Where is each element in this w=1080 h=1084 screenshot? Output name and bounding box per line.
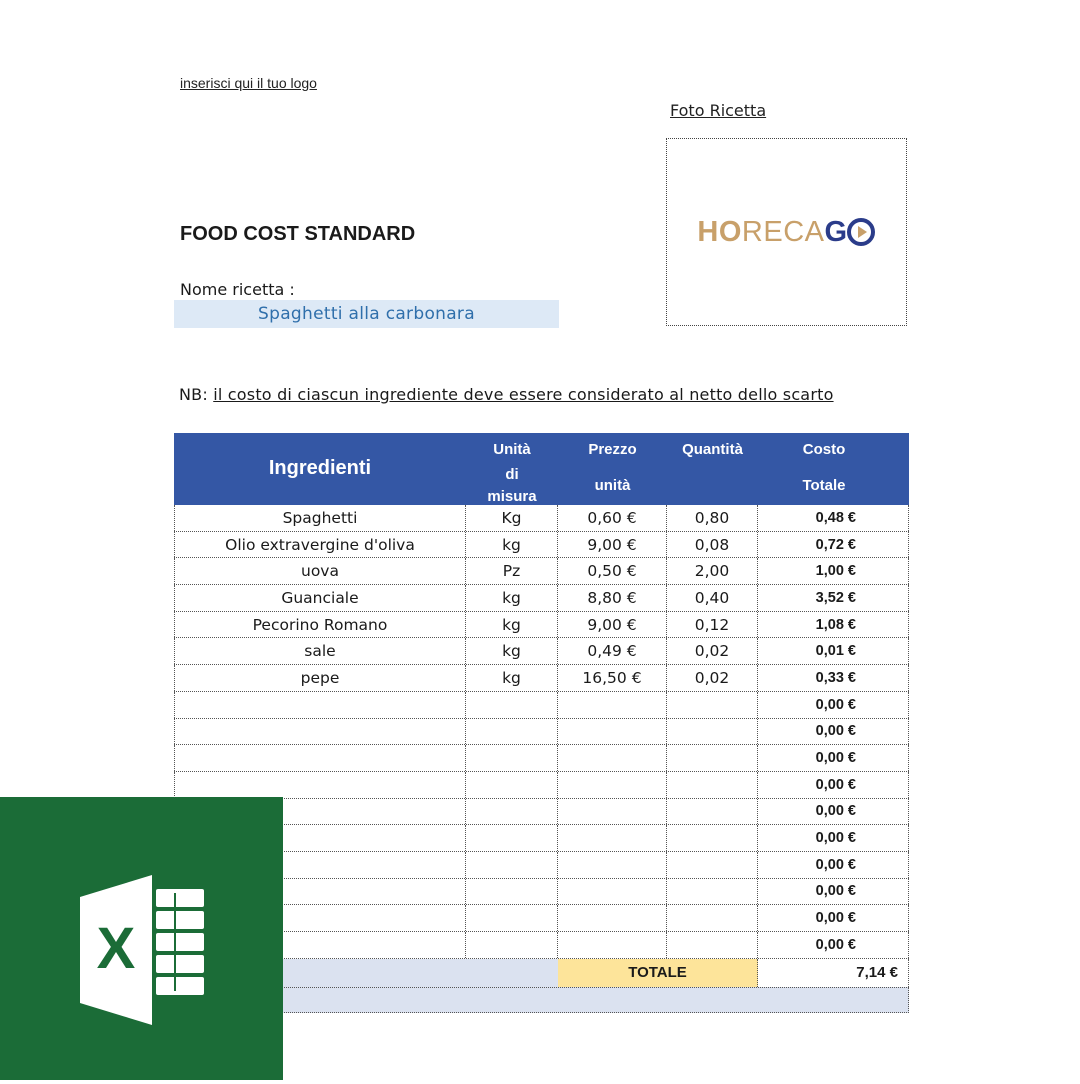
unit-cell[interactable] bbox=[466, 692, 558, 718]
excel-icon bbox=[0, 797, 283, 1080]
cost-cell[interactable]: 0,00 € bbox=[758, 879, 909, 905]
unit-cell[interactable] bbox=[466, 932, 558, 958]
total-row bbox=[174, 959, 909, 987]
quantity-cell[interactable]: 0,40 bbox=[667, 585, 758, 611]
cost-cell[interactable]: 0,00 € bbox=[758, 692, 909, 718]
quantity-cell[interactable] bbox=[667, 799, 758, 825]
ingredient-cell[interactable]: Pecorino Romano bbox=[174, 612, 466, 638]
unit-cell[interactable]: kg bbox=[466, 665, 558, 691]
quantity-cell[interactable] bbox=[667, 692, 758, 718]
recipe-name-label: Nome ricetta : bbox=[180, 280, 295, 299]
quantity-cell[interactable]: 0,80 bbox=[667, 505, 758, 531]
cost-cell[interactable]: 3,52 € bbox=[758, 585, 909, 611]
table-row bbox=[174, 932, 909, 959]
table-row bbox=[174, 719, 909, 746]
cost-cell[interactable]: 0,00 € bbox=[758, 772, 909, 798]
ingredient-cell[interactable]: Spaghetti bbox=[174, 505, 466, 531]
price-cell[interactable]: 16,50 € bbox=[558, 665, 667, 691]
price-cell[interactable]: 0,60 € bbox=[558, 505, 667, 531]
food-cost-table bbox=[174, 433, 909, 1013]
unit-cell[interactable] bbox=[466, 719, 558, 745]
ingredient-cell[interactable]: sale bbox=[174, 638, 466, 664]
scrap-note bbox=[179, 385, 834, 404]
cost-cell[interactable]: 0,00 € bbox=[758, 905, 909, 931]
play-o-icon bbox=[846, 217, 876, 247]
quantity-cell[interactable]: 0,02 bbox=[667, 638, 758, 664]
header-ingredients: Ingredienti bbox=[268, 457, 372, 479]
ingredient-cell[interactable]: uova bbox=[174, 558, 466, 584]
excel-letter: X bbox=[96, 916, 136, 981]
unit-cell[interactable] bbox=[466, 825, 558, 851]
ingredient-cell[interactable]: Olio extravergine d'oliva bbox=[174, 532, 466, 558]
header-quantity: Quantità bbox=[682, 441, 743, 458]
quantity-cell[interactable] bbox=[667, 825, 758, 851]
table-row bbox=[174, 825, 909, 852]
header-cost-line2: Totale bbox=[802, 477, 846, 494]
unit-cell[interactable] bbox=[466, 879, 558, 905]
price-cell[interactable]: 9,00 € bbox=[558, 612, 667, 638]
cost-cell[interactable]: 0,72 € bbox=[758, 532, 909, 558]
table-row bbox=[174, 612, 909, 639]
price-cell[interactable] bbox=[558, 905, 667, 931]
ingredient-cell[interactable] bbox=[174, 772, 466, 798]
cost-cell[interactable]: 0,00 € bbox=[758, 719, 909, 745]
quantity-cell[interactable]: 0,12 bbox=[667, 612, 758, 638]
table-row bbox=[174, 799, 909, 826]
price-cell[interactable] bbox=[558, 745, 667, 771]
excel-badge bbox=[0, 797, 283, 1080]
header-unit-line2: di bbox=[505, 466, 519, 483]
header-cost-line1: Costo bbox=[802, 441, 846, 458]
cost-cell[interactable]: 0,48 € bbox=[758, 505, 909, 531]
price-cell[interactable]: 9,00 € bbox=[558, 532, 667, 558]
header-unit-line1: Unità bbox=[493, 441, 531, 458]
quantity-cell[interactable]: 0,08 bbox=[667, 532, 758, 558]
cost-cell[interactable]: 0,01 € bbox=[758, 638, 909, 664]
price-cell[interactable] bbox=[558, 772, 667, 798]
quantity-cell[interactable] bbox=[667, 852, 758, 878]
svg-text:O: O bbox=[860, 237, 862, 238]
price-cell[interactable] bbox=[558, 692, 667, 718]
unit-cell[interactable]: kg bbox=[466, 532, 558, 558]
unit-cell[interactable] bbox=[466, 799, 558, 825]
unit-cell[interactable]: Kg bbox=[466, 505, 558, 531]
price-cell[interactable]: 0,49 € bbox=[558, 638, 667, 664]
cost-cell[interactable]: 1,08 € bbox=[758, 612, 909, 638]
ingredient-cell[interactable]: pepe bbox=[174, 665, 466, 691]
unit-cell[interactable]: kg bbox=[466, 638, 558, 664]
unit-cell[interactable]: kg bbox=[466, 612, 558, 638]
price-cell[interactable] bbox=[558, 719, 667, 745]
cost-cell[interactable]: 0,00 € bbox=[758, 745, 909, 771]
table-row bbox=[174, 692, 909, 719]
price-cell[interactable] bbox=[558, 879, 667, 905]
price-cell[interactable] bbox=[558, 852, 667, 878]
price-cell[interactable] bbox=[558, 799, 667, 825]
photo-label: Foto Ricetta bbox=[670, 101, 767, 120]
quantity-cell[interactable] bbox=[667, 745, 758, 771]
header-unit-line3: misura bbox=[487, 488, 537, 505]
ingredient-cell[interactable] bbox=[174, 719, 466, 745]
ingredient-cell[interactable]: Guanciale bbox=[174, 585, 466, 611]
table-row bbox=[174, 665, 909, 692]
quantity-cell[interactable] bbox=[667, 905, 758, 931]
table-footer-band bbox=[174, 987, 909, 1013]
cost-cell[interactable]: 1,00 € bbox=[758, 558, 909, 584]
header-price-line1: Prezzo bbox=[588, 441, 637, 458]
unit-cell[interactable] bbox=[466, 772, 558, 798]
note-text: il costo di ciascun ingrediente deve essere considerato al netto dello scarto bbox=[213, 385, 834, 404]
table-header bbox=[174, 433, 909, 505]
quantity-cell[interactable] bbox=[667, 719, 758, 745]
unit-cell[interactable] bbox=[466, 745, 558, 771]
table-row bbox=[174, 745, 909, 772]
horecago-logo bbox=[697, 216, 875, 249]
table-row bbox=[174, 905, 909, 932]
price-cell[interactable]: 8,80 € bbox=[558, 585, 667, 611]
ingredient-cell[interactable] bbox=[174, 745, 466, 771]
price-cell[interactable]: 0,50 € bbox=[558, 558, 667, 584]
recipe-photo-frame[interactable] bbox=[666, 138, 907, 326]
table-row bbox=[174, 638, 909, 665]
note-prefix: NB: bbox=[179, 385, 208, 404]
recipe-name-field[interactable]: Spaghetti alla carbonara bbox=[174, 300, 559, 328]
total-value[interactable]: 7,14 € bbox=[758, 959, 909, 987]
quantity-cell[interactable]: 2,00 bbox=[667, 558, 758, 584]
quantity-cell[interactable] bbox=[667, 772, 758, 798]
brand-part-ho: HO bbox=[697, 215, 742, 248]
unit-cell[interactable] bbox=[466, 852, 558, 878]
unit-cell[interactable] bbox=[466, 905, 558, 931]
cost-cell[interactable]: 0,00 € bbox=[758, 932, 909, 958]
unit-cell[interactable]: Pz bbox=[466, 558, 558, 584]
table-row bbox=[174, 558, 909, 585]
table-body bbox=[174, 505, 909, 959]
brand-part-reca: RECA bbox=[741, 215, 825, 248]
document-title: FOOD COST STANDARD bbox=[180, 223, 416, 245]
cost-cell[interactable]: 0,00 € bbox=[758, 825, 909, 851]
logo-placeholder-text: inserisci qui il tuo logo bbox=[180, 75, 317, 91]
table-row bbox=[174, 505, 909, 532]
cost-cell[interactable]: 0,00 € bbox=[758, 852, 909, 878]
price-cell[interactable] bbox=[558, 932, 667, 958]
cost-cell[interactable]: 0,33 € bbox=[758, 665, 909, 691]
table-row bbox=[174, 532, 909, 559]
cost-cell[interactable]: 0,00 € bbox=[758, 799, 909, 825]
total-label: TOTALE bbox=[558, 959, 758, 987]
brand-letter-g: G bbox=[824, 215, 848, 248]
unit-cell[interactable]: kg bbox=[466, 585, 558, 611]
table-row bbox=[174, 879, 909, 906]
quantity-cell[interactable] bbox=[667, 932, 758, 958]
ingredient-cell[interactable] bbox=[174, 692, 466, 718]
quantity-cell[interactable]: 0,02 bbox=[667, 665, 758, 691]
brand-part-go bbox=[825, 216, 876, 249]
table-row bbox=[174, 772, 909, 799]
table-row bbox=[174, 585, 909, 612]
table-row bbox=[174, 852, 909, 879]
header-price-line2: unità bbox=[594, 477, 631, 494]
price-cell[interactable] bbox=[558, 825, 667, 851]
quantity-cell[interactable] bbox=[667, 879, 758, 905]
